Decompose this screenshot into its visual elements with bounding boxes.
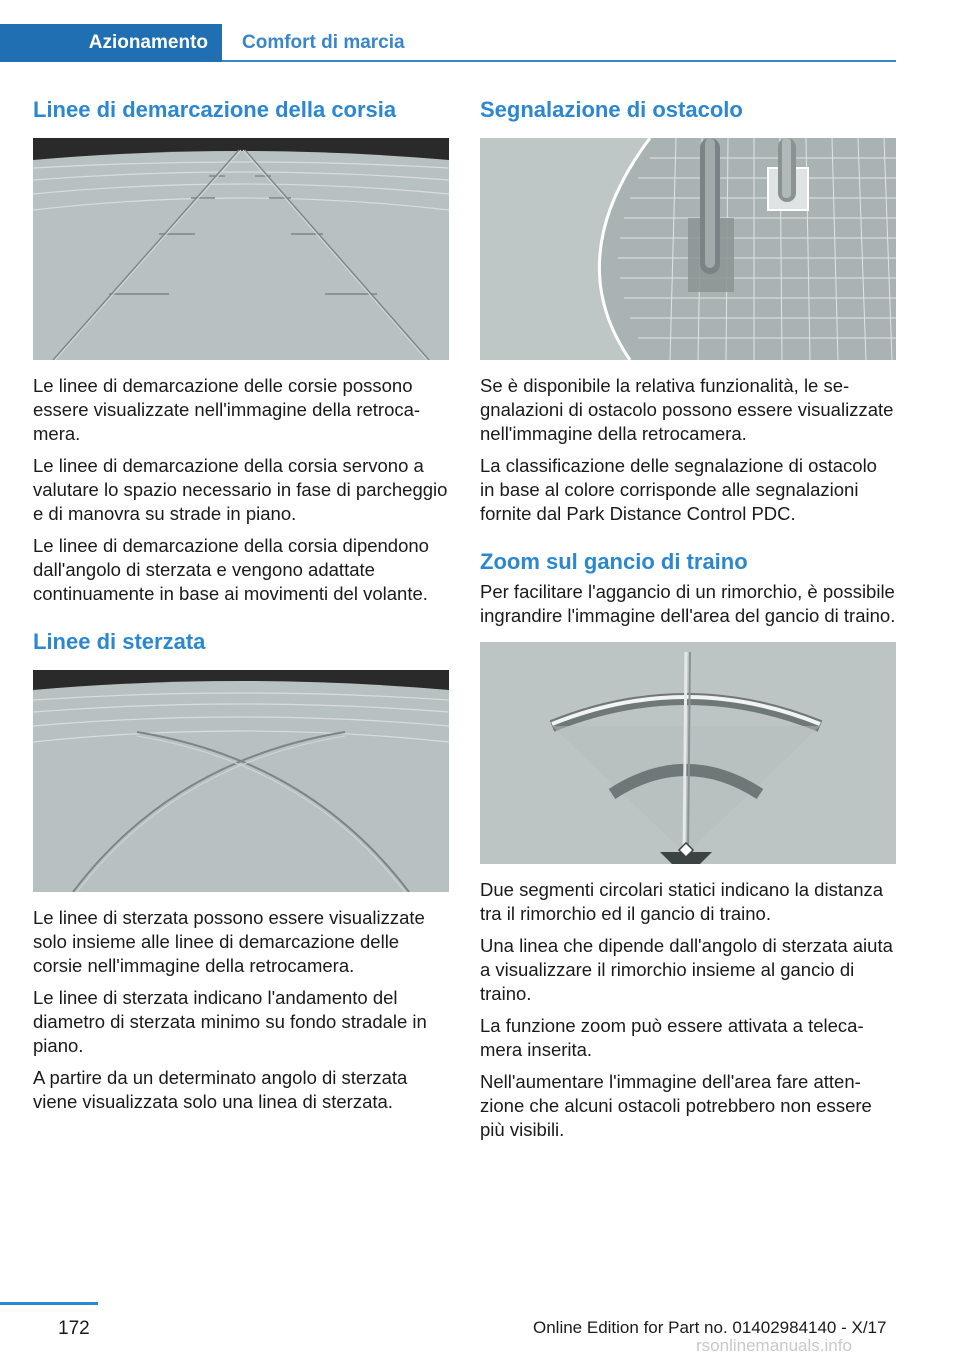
heading-hitch-zoom: Zoom sul gancio di traino (480, 549, 748, 574)
paragraph: Le linee di sterzata indicano l'andamento del diametro di sterzata minimo su fondo stradale in piano. (33, 987, 427, 1056)
paragraph: Una linea che dipende dall'angolo di sterzata aiuta a visualizzare il rimorchio insieme al gancio di traino. (480, 935, 893, 1004)
heading-lane-lines: Linee di demarcazione della corsia (33, 97, 397, 122)
paragraph: Due segmenti circolari statici indicano la distanza tra il rimorchio ed il gancio di traino. (480, 879, 884, 924)
paragraph: La funzione zoom può essere attivata a telecamera inserita. (480, 1015, 864, 1060)
header-rule (222, 60, 896, 62)
paragraph: Le linee di demarcazione della corsia dipendono dall'angolo di sterzata e vengono adattate continuamente in base ai movimenti del volante. (33, 535, 429, 604)
heading-steering-lines: Linee di sterzata (33, 629, 206, 654)
paragraph-intro: Per facilitare l'aggancio di un rimorchio, è possibile ingrandire l'immagine dell'area del gancio di traino. (480, 581, 896, 626)
paragraph: Le linee di demarcazione delle corsie possono essere visualizzate nell'immagine della retrocamera. (33, 375, 421, 444)
paragraph: La classificazione delle segnalazione di ostacolo in base al colore corrisponde alle segnalazioni fornite dal Park Distance Control PDC. (480, 455, 877, 524)
obstacle-markers-figure (480, 138, 896, 360)
hitch-zoom-figure (480, 642, 896, 864)
right-column (480, 96, 896, 1150)
paragraph: Le linee di demarcazione della corsia servono a valutare lo spazio necessario in fase di parcheggio e di manovra su strade in piano. (33, 455, 448, 524)
section-tab-comfort[interactable]: Comfort di marcia (242, 32, 405, 53)
paragraph: A partire da un determinato angolo di sterzata viene visualizzata solo una linea di sterzata. (33, 1067, 408, 1112)
page-number: 172 (58, 1318, 90, 1339)
steering-lines-figure (33, 670, 449, 892)
page-header (0, 0, 960, 64)
footer-rule (0, 1302, 98, 1305)
watermark: rsonlinemanuals.info (696, 1336, 852, 1355)
lane-lines-figure (33, 138, 449, 360)
paragraph: Se è disponibile la relativa funzionalità, le segnalazioni di ostacolo possono essere visualizzate nell'immagine della retrocamera. (480, 375, 894, 444)
chapter-tab-azionamento[interactable]: Azionamento (0, 24, 222, 62)
left-column (33, 96, 449, 1122)
edition-note: Online Edition for Part no. 01402984140 - X/17 (533, 1318, 887, 1337)
paragraph: Nell'aumentare l'immagine dell'area fare attenzione che alcuni ostacoli potrebbero non essere più visibili. (480, 1071, 872, 1140)
paragraph: Le linee di sterzata possono essere visualizzate solo insieme alle linee di demarcazione delle corsie nell'immagine della retrocamera. (33, 907, 425, 976)
heading-obstacle-markers: Segnalazione di ostacolo (480, 97, 743, 122)
